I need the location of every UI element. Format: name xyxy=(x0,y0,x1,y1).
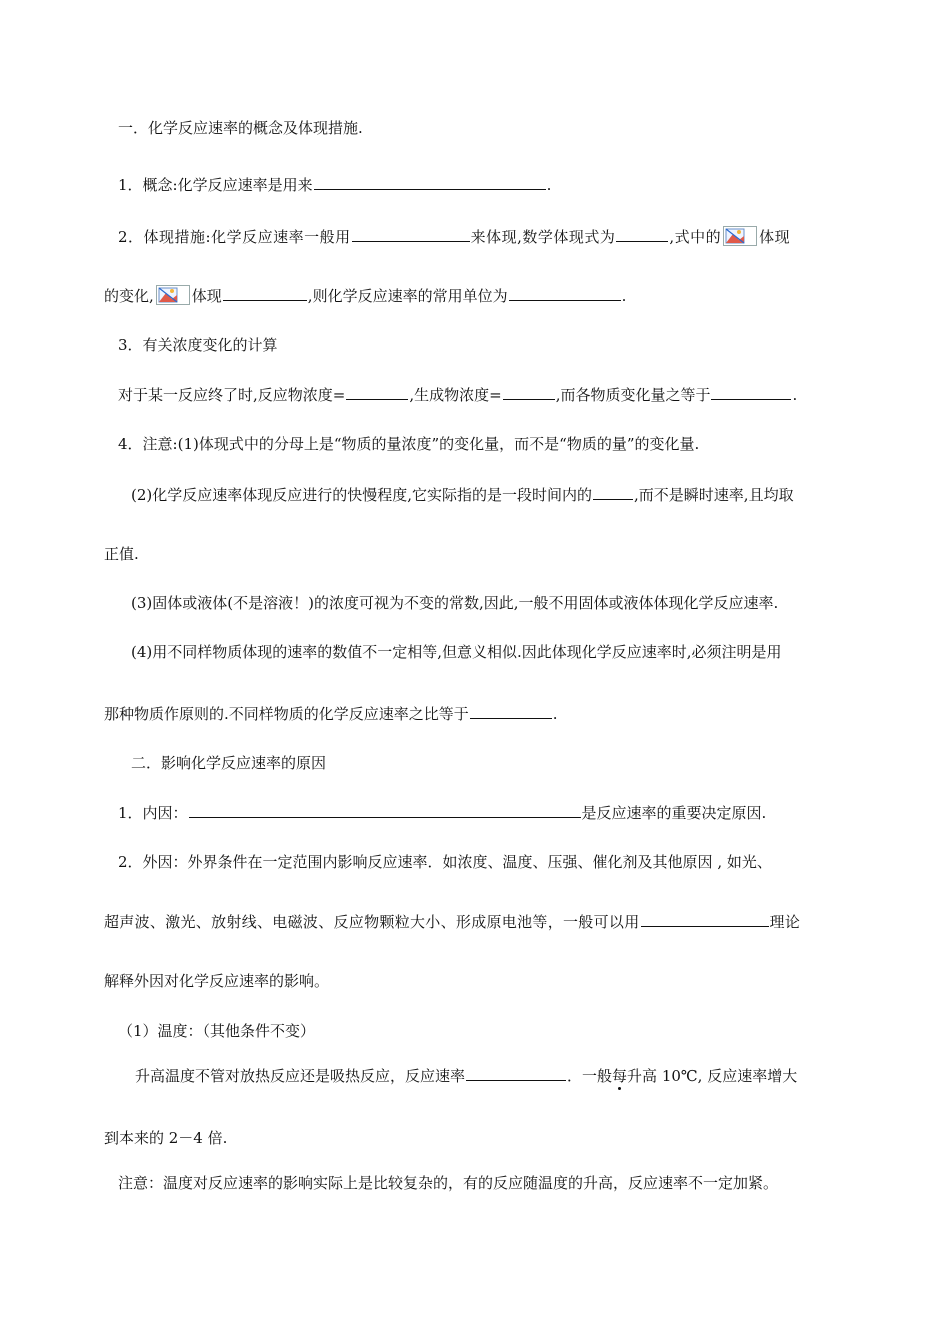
paragraph-temperature: 升高温度不管对放热反应还是吸热反应，反应速率 ．一般每升高 10℃, 反应速率增大 xyxy=(135,1067,798,1085)
paragraph-note-3: (3)固体或液体(不是溶液！)的浓度可视为不变的常数,因此,一般不用固体或液体体现化学反应速率. xyxy=(131,594,779,612)
paragraph-note-2: (2)化学反应速率体现反应进行的快慢程度,它实际指的是一段时间内的 ,而不是瞬时速率,且均取 xyxy=(131,486,794,504)
paragraph-external-factor: 2．外因：外界条件在一定范围内影响反应速率．如浓度、温度、压强、催化剂及其他原因 , 如光、 xyxy=(118,853,772,871)
paragraph-note-4: (4)用不同样物质体现的速率的数值不一定相等,但意义相似.因此体现化学反应速率时,必须注明是用 xyxy=(131,643,782,661)
paragraph-external-factor-cont: 超声波、激光、放射线、电磁波、反应物颗粒大小、形成原电池等，一般可以用 理论 xyxy=(104,913,801,931)
paragraph-external-factor-end: 解释外因对化学反应速率的影响。 xyxy=(104,972,330,990)
broken-image-icon xyxy=(156,285,190,305)
section-1-title: 一．化学反应速率的概念及体现措施. xyxy=(118,119,363,137)
blank-reactant-concentration[interactable] xyxy=(346,384,408,400)
blank-internal-factor[interactable] xyxy=(189,802,581,818)
blank-theory[interactable] xyxy=(641,911,769,927)
blank-expression-method[interactable] xyxy=(352,226,470,242)
blank-rate-ratio[interactable] xyxy=(470,703,552,719)
blank-change-ratio[interactable] xyxy=(711,384,791,400)
section-2-title: 二．影响化学反应速率的原因 xyxy=(131,754,327,772)
paragraph-expression: 2．体现措施:化学反应速率一般用 来体现,数学体现式为 ,式中的 体现 xyxy=(118,228,791,246)
paragraph-temperature-cont: 到本来的 2－4 倍. xyxy=(104,1129,228,1147)
blank-rate-change[interactable] xyxy=(466,1065,566,1081)
blank-formula[interactable] xyxy=(616,226,668,242)
paragraph-expression-cont: 的变化, 体现 ,则化学反应速率的常用单位为 . xyxy=(104,287,627,305)
paragraph-temperature-heading: （1）温度：（其他条件不变） xyxy=(118,1022,316,1040)
paragraph-note-1: 4．注意:(1)体现式中的分母上是“物质的量浓度”的变化量，而不是“物质的量”的变化量. xyxy=(118,435,700,453)
blank-unit[interactable] xyxy=(509,285,621,301)
blank-average-rate[interactable] xyxy=(593,484,633,500)
paragraph-note-2-cont: 正值. xyxy=(104,545,139,563)
paragraph-concept: 1．概念:化学反应速率是用来 . xyxy=(118,176,552,194)
paragraph-internal-factor: 1．内因： 是反应速率的重要决定原因. xyxy=(118,804,767,822)
broken-image-icon xyxy=(723,226,757,246)
paragraph-calculation: 对于某一反应终了时,反应物浓度= ,生成物浓度= ,而各物质变化量之等于 . xyxy=(118,386,798,404)
paragraph-calculation-heading: 3．有关浓度变化的计算 xyxy=(118,336,278,354)
paragraph-temperature-note: 注意：温度对反应速率的影响实际上是比较复杂的，有的反应随温度的升高，反应速率不一定加紧。 xyxy=(118,1174,779,1192)
blank-concept[interactable] xyxy=(314,174,546,190)
paragraph-note-4-cont: 那种物质作原则的.不同样物质的化学反应速率之比等于 . xyxy=(104,705,558,723)
blank-time-change[interactable] xyxy=(223,285,307,301)
blank-product-concentration[interactable] xyxy=(503,384,555,400)
